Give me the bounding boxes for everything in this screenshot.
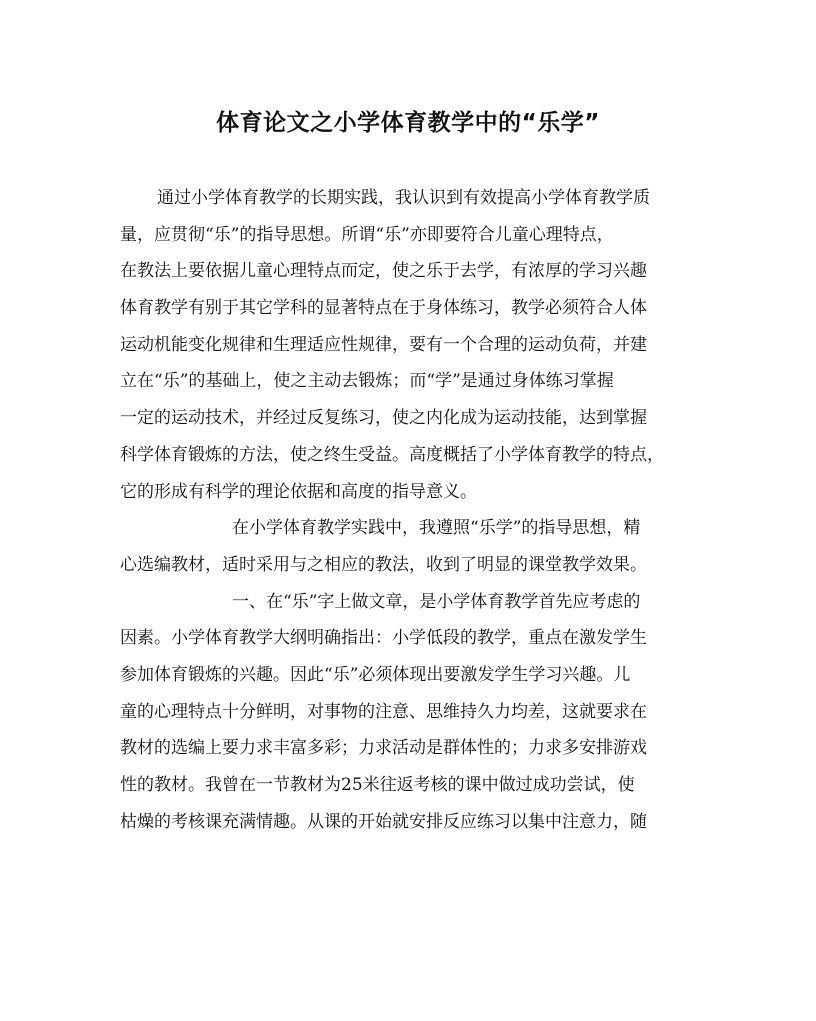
body-line: 枯燥的考核课充满情趣。从课的开始就安排反应练习以集中注意力，随: [120, 811, 647, 832]
body-line: 因素。小学体育教学大纲明确指出：小学低段的教学，重点在激发学生: [120, 628, 647, 649]
body-line: 运动机能变化规律和生理适应性规律，要有一个合理的运动负荷，并建: [120, 334, 647, 355]
body-line: 一、在“乐”字上做文章，是小学体育教学首先应考虑的: [232, 591, 641, 612]
body-line: 一定的运动技术，并经过反复练习，使之内化成为运动技能，达到掌握: [120, 408, 647, 429]
body-line: 性的教材。我曾在一节教材为25米往返考核的课中做过成功尝试，使: [120, 775, 635, 795]
body-line: 立在“乐”的基础上，使之主动去锻炼；而“学”是通过身体练习掌握: [120, 371, 614, 392]
body-line: 心选编教材，适时采用与之相应的教法，收到了明显的课堂教学效果。: [120, 554, 647, 575]
body-line: 在小学体育教学实践中，我遵照“乐学”的指导思想，精: [232, 518, 641, 539]
body-line: 在教法上要依据儿童心理特点而定，使之乐于去学，有浓厚的学习兴趣: [120, 261, 647, 282]
body-line: 通过小学体育教学的长期实践，我认识到有效提高小学体育教学质: [157, 188, 650, 208]
body-line: 参加体育锻炼的兴趣。因此“乐”必须体现出要激发学生学习兴趣。儿: [120, 664, 631, 685]
body-line: 科学体育锻炼的方法，使之终生受益。高度概括了小学体育教学的特点，: [120, 444, 664, 465]
document-title: 体育论文之小学体育教学中的“乐学”: [216, 110, 600, 136]
body-line: 量，应贯彻“乐”的指导思想。所谓“乐”亦即要符合儿童心理特点，: [120, 224, 614, 245]
body-line: 教材的选编上要力求丰富多彩；力求活动是群体性的；力求多安排游戏: [120, 738, 647, 759]
body-line: 它的形成有科学的理论依据和高度的指导意义。: [120, 481, 477, 502]
body-line: 童的心理特点十分鲜明，对事物的注意、思维持久力均差，这就要求在: [120, 701, 647, 722]
document-body: [120, 180, 700, 840]
body-line: 体育教学有别于其它学科的显著特点在于身体练习，教学必须符合人体: [120, 298, 647, 319]
